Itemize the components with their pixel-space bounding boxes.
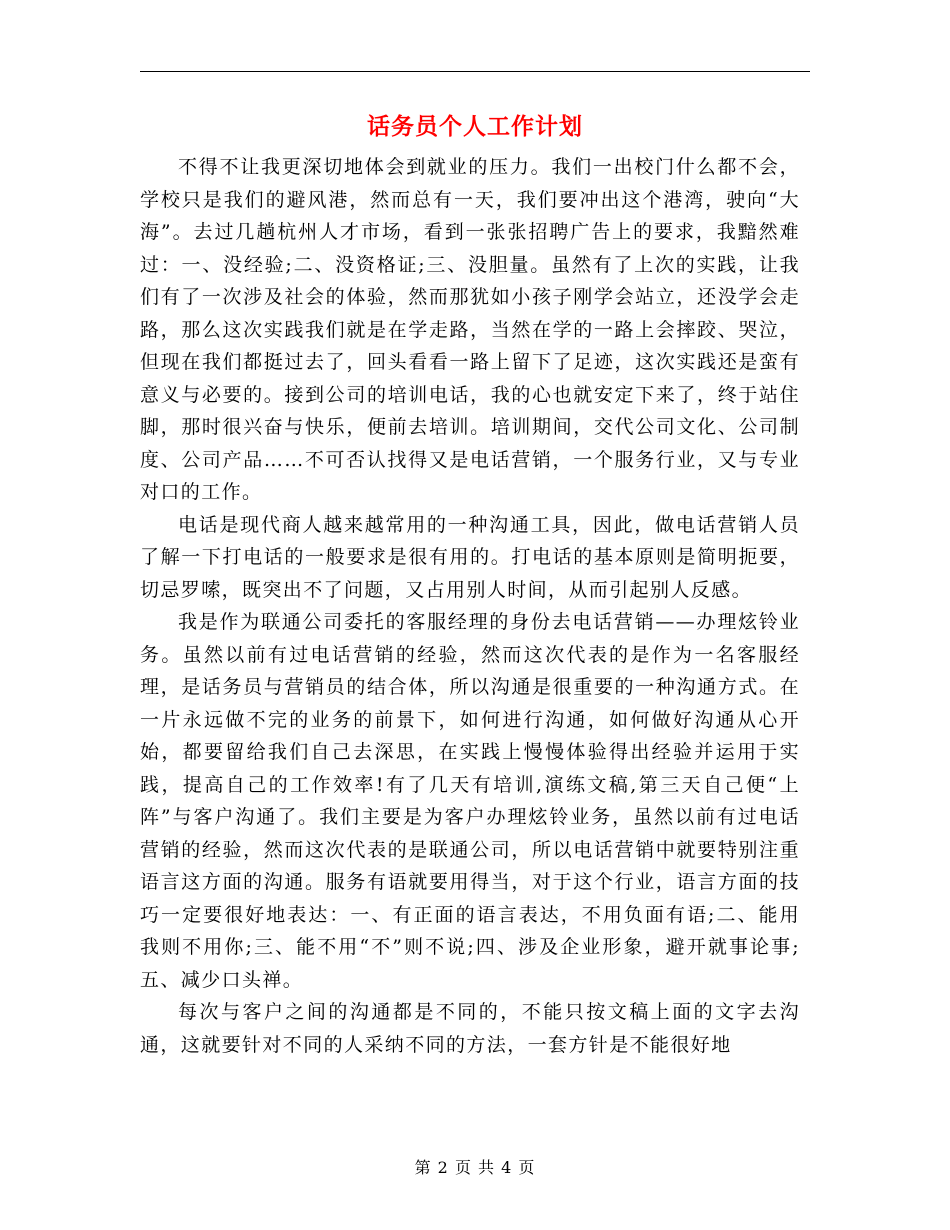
paragraph-2: 电话是现代商人越来越常用的一种沟通工具，因此，做电话营销人员了解一下打电话的一般要求是很有用的。打电话的基本原则是简明扼要，切忌罗嗦，既突出不了问题，又占用别人时间，从而引起别人反感。 [140, 513, 800, 601]
header-rule [140, 71, 810, 72]
paragraph-4: 每次与客户之间的沟通都是不同的，不能只按文稿上面的文字去沟通，这就要针对不同的人采纳不同的方法，一套方针是不能很好地 [140, 1001, 800, 1056]
document-title: 话务员个人工作计划 [367, 113, 583, 140]
paragraph-3: 我是作为联通公司委托的客服经理的身份去电话营销——办理炫铃业务。虽然以前有过电话营销的经验，然而这次代表的是作为一名客服经理，是话务员与营销员的结合体，所以沟通是很重要的一种沟通方式。在一片永远做不完的业务的前景下，如何进行沟通，如何做好沟通从心开始，都要留给我们自己去深思，在实践上慢慢体验得出经验并运用于实践，提高自己的工作效率!有了几天有培训,演练文稿,第三天自己便“上阵”与客户沟通了。我们主要是为客户办理炫铃业务，虽然以前有过电话营销的经验，然而这次代表的是联通公司，所以电话营销中就要特别注重语言这方面的沟通。服务有语就要用得当，对于这个行业，语言方面的技巧一定要很好地表达：一、有正面的语言表达，不用负面有语;二、能用我则不用你;三、能不用“不”则不说;四、涉及企业形象，避开就事论事;五、减少口头禅。 [140, 611, 800, 991]
paragraph-1: 不得不让我更深切地体会到就业的压力。我们一出校门什么都不会，学校只是我们的避风港，然而总有一天，我们要冲出这个港湾，驶向“大海”。去过几趟杭州人才市场，看到一张张招聘广告上的要求，我黯然难过：一、没经验;二、没资格证;三、没胆量。虽然有了上次的实践，让我们有了一次涉及社会的体验，然而那犹如小孩子刚学会站立，还没学会走路，那么这次实践我们就是在学走路，当然在学的一路上会摔跤、哭泣，但现在我们都挺过去了，回头看看一路上留下了足迹，这次实践还是蛮有意义与必要的。接到公司的培训电话，我的心也就安定下来了，终于站住脚，那时很兴奋与快乐，便前去培训。培训期间，交代公司文化、公司制度、公司产品……不可否认找得又是电话营销，一个服务行业，又与专业对口的工作。 [140, 156, 800, 503]
document-body [140, 151, 800, 1061]
page-number: 第 2 页 共 4 页 [414, 1158, 536, 1177]
